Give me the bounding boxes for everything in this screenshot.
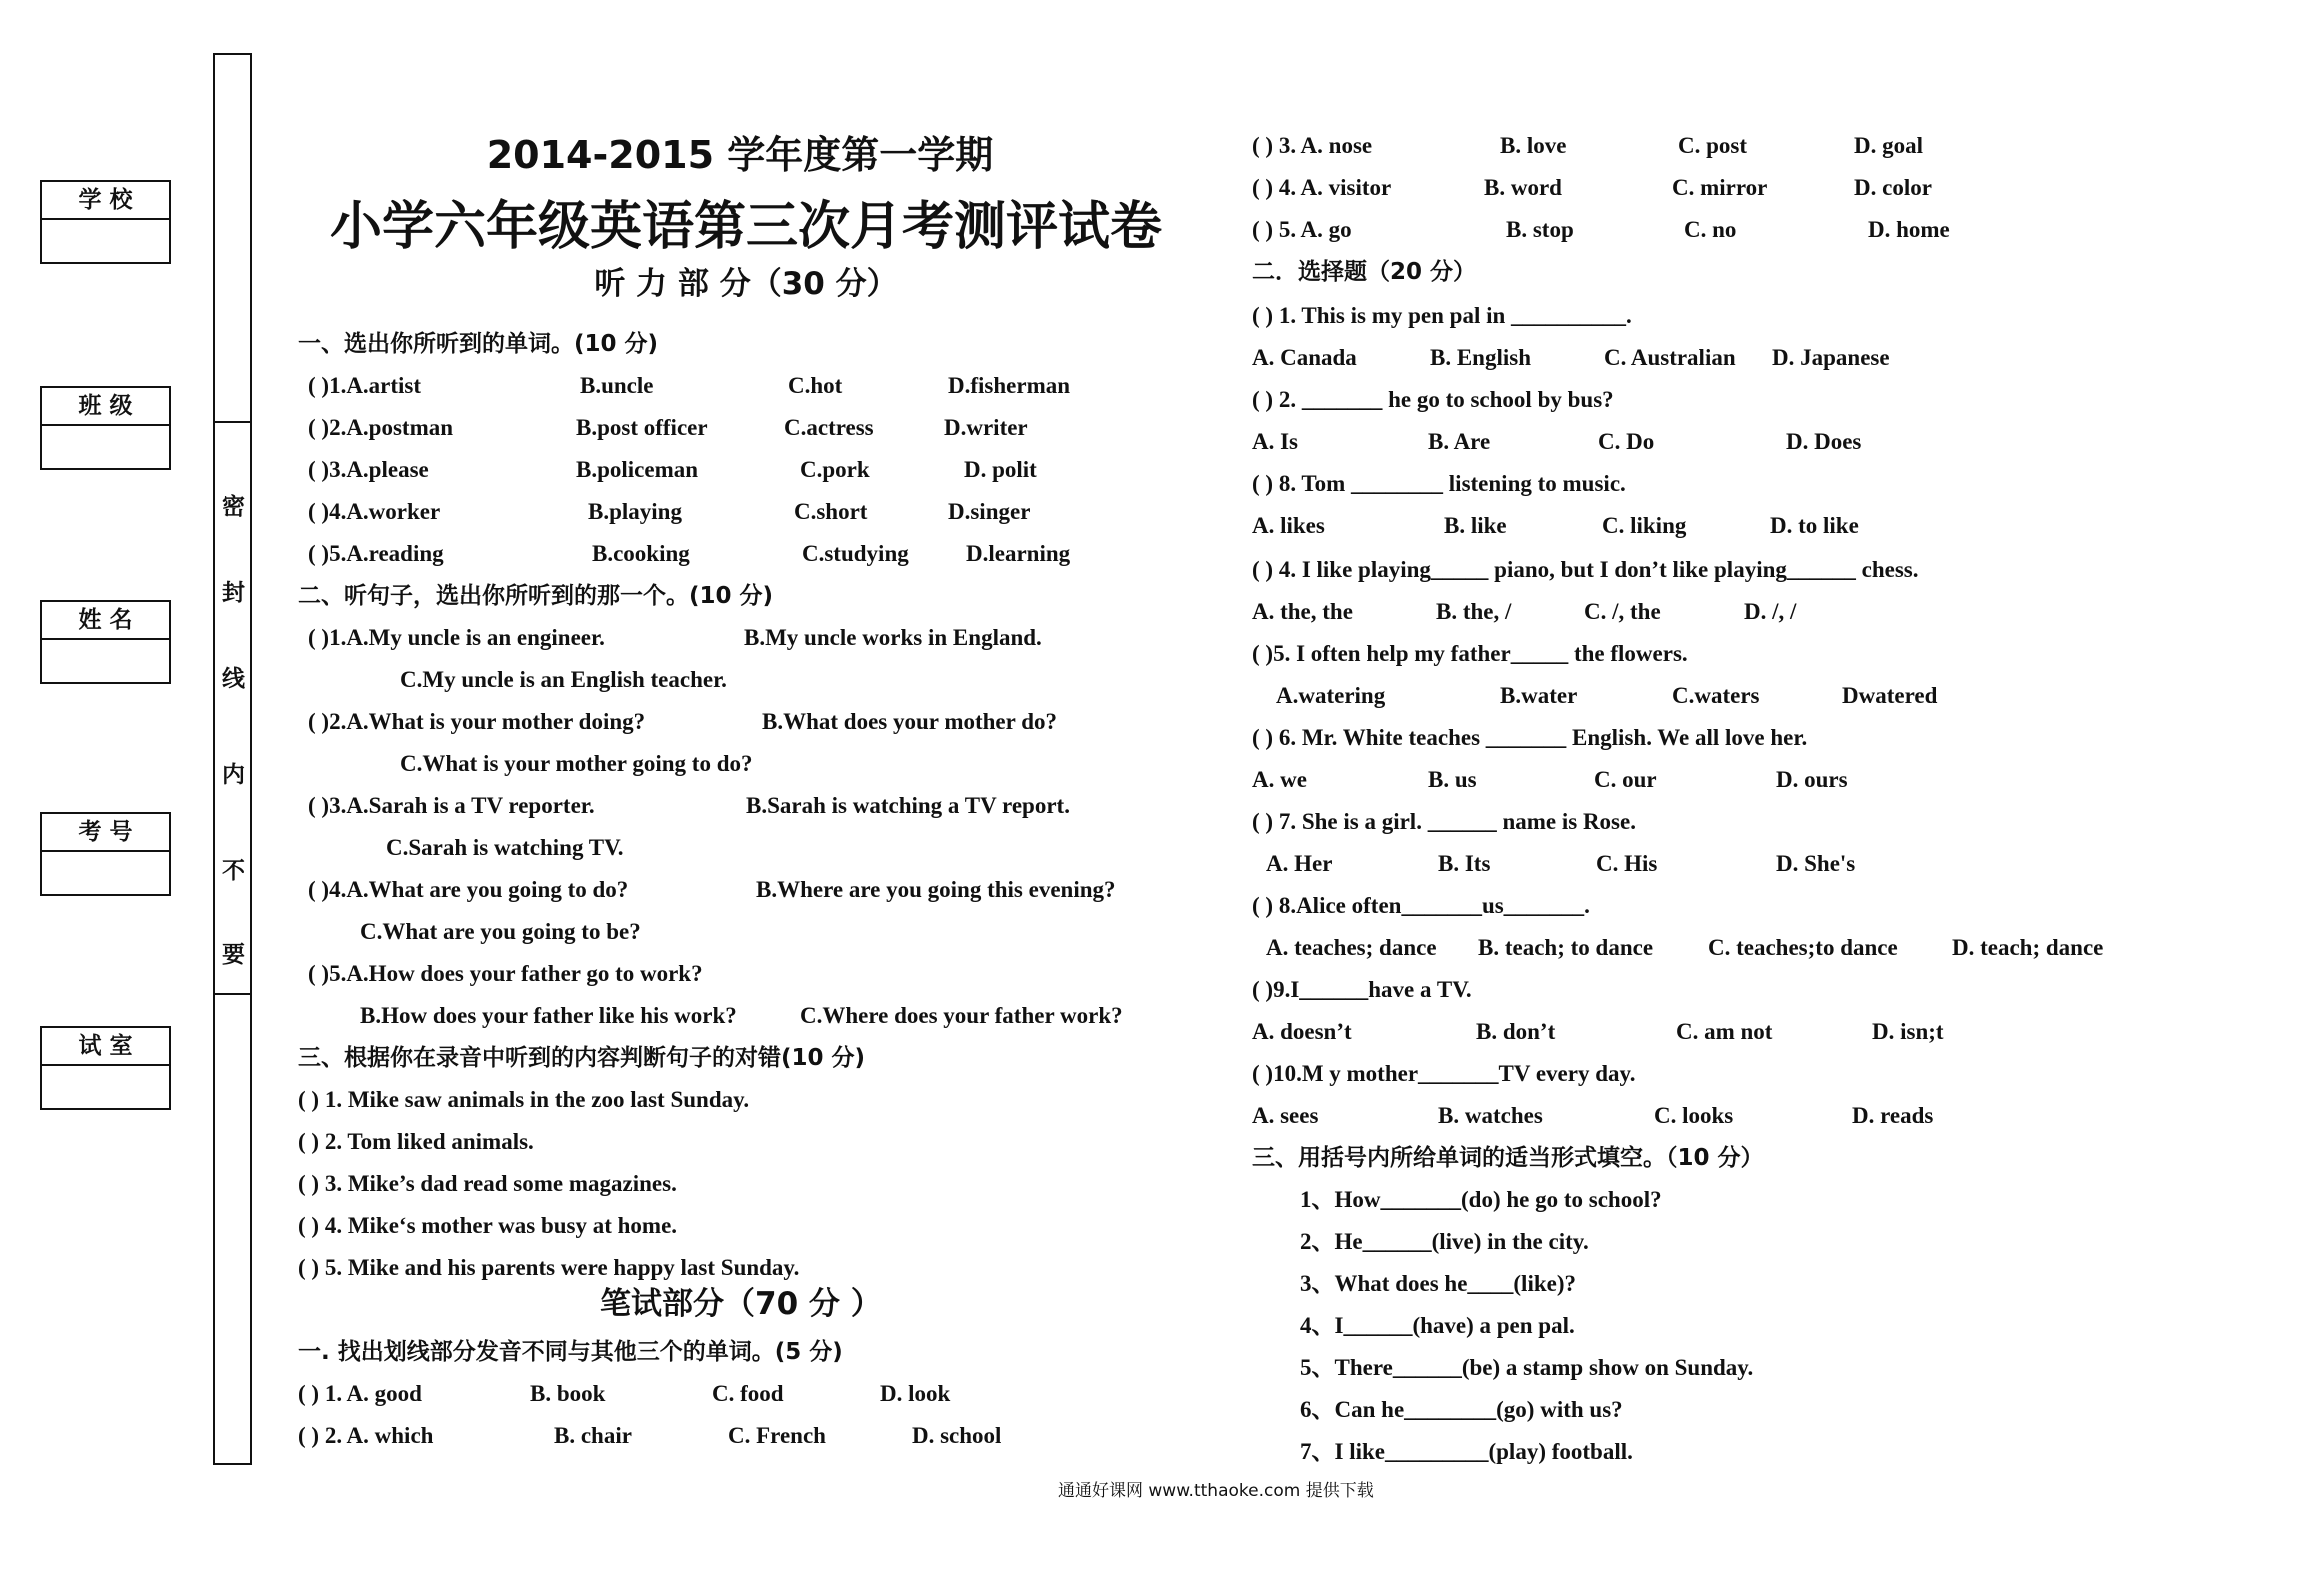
exam-line: B. English [1430,345,1531,370]
exam-line: ( ) 6. Mr. White teaches _______ English. We all love her. [1252,725,1808,750]
exam-line: ( ) 8. Tom ________ listening to music. [1252,471,1626,496]
name-box [40,600,171,684]
exam-line: C. Australian [1604,345,1736,370]
exam-line: D.learning [966,541,1071,566]
exam-line: D.writer [944,415,1028,440]
binding-strip-top [213,53,252,55]
exam-line: B.post officer [576,415,708,440]
binding-strip-left [213,53,215,1465]
exam-line: B.policeman [576,457,699,482]
exam-line: D. teach; dance [1952,935,2104,960]
exam-line: ( )3.A.Sarah is a TV reporter. [308,793,595,818]
exam-line: A. we [1252,767,1307,792]
exam-line: D. Japanese [1772,345,1890,370]
exam-room-label: 试 室 [42,1028,169,1066]
exam-line: B. like [1444,513,1507,538]
exam-line: B. word [1484,175,1562,200]
exam-line: A. likes [1252,513,1325,538]
exam-line: B. teach; to dance [1478,935,1654,960]
exam-line: C. our [1594,767,1657,792]
section-heading: 一、选出你所听到的单词。(10 分) [298,331,659,357]
exam-line: A. sees [1252,1103,1319,1128]
exam-line: C.Where does your father work? [800,1003,1123,1028]
exam-line: ( ) 4. I like playing_____ piano, but I don’t like playing______ chess. [1252,557,1919,582]
exam-line: ( ) 1. This is my pen pal in __________. [1252,303,1632,328]
exam-line: ( ) 2. _______ he go to school by bus? [1252,387,1614,412]
exam-line: ( ) 4. Mike‘s mother was busy at home. [298,1213,678,1238]
exam-line: C. Do [1598,429,1655,454]
exam-line: D. /, / [1744,599,1797,624]
exam-line: D. reads [1852,1103,1934,1128]
exam-line: ( ) 2. Tom liked animals. [298,1129,534,1154]
exam-line: Dwatered [1842,683,1938,708]
exam-line: C. no [1684,217,1737,242]
exam-line: C. teaches;to dance [1708,935,1898,960]
section-heading: 三、根据你在录音中听到的内容判断句子的对错(10 分) [298,1045,866,1071]
exam-line: D. She's [1776,851,1856,876]
exam-line: B. don’t [1476,1019,1556,1044]
exam-line: C. post [1678,133,1748,158]
exam-line: ( )5. I often help my father_____ the flowers. [1252,641,1688,666]
exam-line: B.playing [588,499,682,524]
exam-line: ( )2.A.postman [308,415,454,440]
exam-line: A. Is [1252,429,1299,454]
exam-line: 5、There______(be) a stamp show on Sunday. [1300,1355,1754,1380]
school-label: 学 校 [42,182,169,220]
exam-line: B. love [1500,133,1567,158]
school-box [40,180,171,264]
exam-line: C.studying [802,541,909,566]
exam-line: B.How does your father like his work? [360,1003,737,1028]
exam-line: ( )2.A.What is your mother doing? [308,709,646,734]
exam-line: 4、I______(have) a pen pal. [1300,1313,1575,1338]
exam-line: D.singer [948,499,1031,524]
exam-line: ( ) 3. Mike’s dad read some magazines. [298,1171,677,1196]
exam-room-box [40,1026,171,1110]
exam-line: B. Its [1438,851,1491,876]
class-box [40,386,171,470]
class-label: 班 级 [42,388,169,426]
binding-strip-bottom [213,1463,252,1465]
seal-char: 线 [222,666,245,692]
exam-line: ( )9.I______have a TV. [1252,977,1472,1002]
exam-line: B. stop [1506,217,1574,242]
exam-line: A. Her [1266,851,1333,876]
exam-line: B.uncle [580,373,654,398]
listening-heading: 听 力 部 分（30 分） [594,266,898,302]
exam-line: C. am not [1676,1019,1773,1044]
exam-line: B.My uncle works in England. [744,625,1042,650]
seal-char: 内 [222,762,245,788]
exam-line: A.watering [1276,683,1386,708]
binding-strip-right [250,53,252,1465]
exam-line: ( ) 1. Mike saw animals in the zoo last Sunday. [298,1087,750,1112]
seal-char: 封 [222,580,245,606]
exam-line: C.My uncle is an English teacher. [400,667,727,692]
exam-line: C.short [794,499,868,524]
exam-line: C.Sarah is watching TV. [386,835,624,860]
exam-line: C. /, the [1584,599,1661,624]
exam-number-label: 考 号 [42,814,169,852]
binding-strip-divider [213,993,252,995]
exam-line: A. teaches; dance [1266,935,1437,960]
exam-line: D.fisherman [948,373,1071,398]
section-heading: 二、听句子，选出你所听到的那一个。(10 分) [298,583,774,609]
exam-title: 小学六年级英语第三次月考测评试卷 [329,197,1162,257]
exam-line: D. isn;t [1872,1019,1944,1044]
seal-char: 不 [222,858,245,884]
exam-line: ( ) 8.Alice often_______us_______. [1252,893,1590,918]
exam-line: ( ) 5. Mike and his parents were happy last Sunday. [298,1255,800,1280]
exam-line: D. Does [1786,429,1862,454]
exam-line: ( )1.A.My uncle is an engineer. [308,625,605,650]
year-heading: 2014-2015 学年度第一学期 [486,133,994,177]
binding-strip-divider [213,421,252,423]
exam-line: A. Canada [1252,345,1357,370]
exam-line: B. chair [554,1423,632,1448]
seal-char: 密 [222,494,245,520]
exam-line: ( ) 1. A. good [298,1381,422,1406]
exam-line: B. us [1428,767,1477,792]
exam-line: ( )4.A.What are you going to do? [308,877,629,902]
exam-line: ( )3.A.please [308,457,429,482]
exam-line: 7、I like_________(play) football. [1300,1439,1633,1464]
exam-line: ( )1.A.artist [308,373,422,398]
exam-line: D. look [880,1381,951,1406]
exam-line: 3、What does he____(like)? [1300,1271,1576,1296]
section-heading: 三、用括号内所给单词的适当形式填空。（10 分） [1252,1145,1764,1171]
exam-line: B.cooking [592,541,690,566]
exam-line: C. liking [1602,513,1687,538]
exam-line: D. ours [1776,767,1848,792]
exam-line: C.pork [800,457,870,482]
exam-line: ( ) 3. A. nose [1252,133,1373,158]
exam-line: C. French [728,1423,826,1448]
footer-credit: 通通好课网 www.tthaoke.com 提供下载 [1058,1481,1374,1501]
exam-line: D. to like [1770,513,1859,538]
exam-line: 2、He______(live) in the city. [1300,1229,1589,1254]
name-label: 姓 名 [42,602,169,640]
exam-line: A. doesn’t [1252,1019,1352,1044]
exam-line: ( )4.A.worker [308,499,441,524]
exam-line: B.Where are you going this evening? [756,877,1116,902]
exam-line: C.hot [788,373,843,398]
exam-line: C.waters [1672,683,1760,708]
exam-line: C.actress [784,415,874,440]
exam-line: B. book [530,1381,606,1406]
exam-line: D. polit [964,457,1037,482]
exam-line: A. the, the [1252,599,1353,624]
exam-line: B.What does your mother do? [762,709,1057,734]
exam-line: 1、How_______(do) he go to school? [1300,1187,1662,1212]
exam-line: ( )5.A.reading [308,541,444,566]
section-heading: 二．选择题（20 分） [1252,259,1477,285]
exam-line: B.Sarah is watching a TV report. [746,793,1070,818]
exam-line: C.What is your mother going to do? [400,751,753,776]
exam-line: 6、Can he________(go) with us? [1300,1397,1623,1422]
exam-line: B.water [1500,683,1578,708]
exam-line: B. the, / [1436,599,1512,624]
exam-line: ( ) 5. A. go [1252,217,1352,242]
exam-line: C. looks [1654,1103,1734,1128]
exam-line: ( )5.A.How does your father go to work? [308,961,703,986]
exam-line: C. food [712,1381,784,1406]
exam-line: ( )10.M y mother_______TV every day. [1252,1061,1636,1086]
exam-line: ( ) 4. A. visitor [1252,175,1392,200]
section-heading: 一. 找出划线部分发音不同与其他三个的单词。(5 分) [298,1339,843,1365]
exam-line: ( ) 2. A. which [298,1423,434,1448]
exam-line: B. Are [1428,429,1491,454]
exam-line: C. mirror [1672,175,1768,200]
exam-line: ( ) 7. She is a girl. ______ name is Rose. [1252,809,1636,834]
exam-line: C.What are you going to be? [360,919,641,944]
exam-line: D. goal [1854,133,1923,158]
exam-number-box [40,812,171,896]
seal-char: 要 [222,942,245,968]
exam-line: C. His [1596,851,1658,876]
section-heading: 笔试部分（70 分 ） [600,1286,882,1322]
exam-line: B. watches [1438,1103,1543,1128]
exam-line: D. school [912,1423,1002,1448]
exam-line: D. home [1868,217,1950,242]
exam-line: D. color [1854,175,1932,200]
